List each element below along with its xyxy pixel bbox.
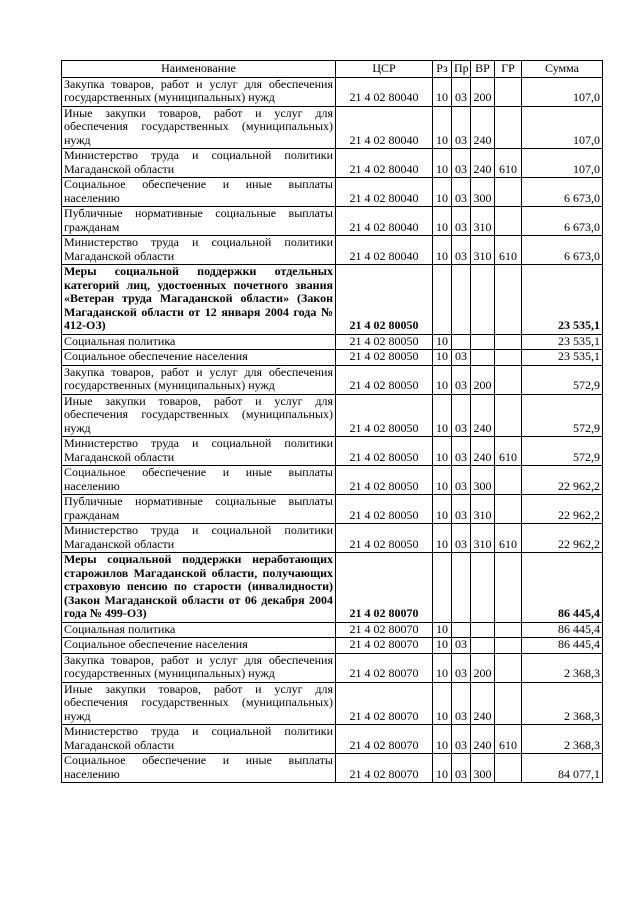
cell-name: Меры социальной поддержки отдельных категорий лиц, удостоенных почетного звания «Ветеран труда Магаданской области» (Закон Магаданской области от 12 января 2004 года № 412-ОЗ) [62, 265, 336, 335]
cell-pr: 03 [452, 77, 471, 106]
header-gr: ГР [495, 61, 522, 78]
table-row [62, 394, 603, 437]
cell-sum: 572,9 [522, 437, 603, 466]
cell-csr: 21 4 02 80040 [336, 106, 433, 149]
cell-gr: 610 [495, 236, 522, 265]
cell-gr [495, 754, 522, 783]
table-row [62, 682, 603, 725]
cell-sum: 84 077,1 [522, 754, 603, 783]
table-row [62, 553, 603, 623]
cell-vr: 240 [471, 437, 495, 466]
cell-sum: 2 368,3 [522, 725, 603, 754]
cell-gr [495, 265, 522, 335]
cell-name: Социальное обеспечение и иные выплаты населению [62, 466, 336, 495]
cell-rz [433, 553, 452, 623]
cell-pr: 03 [452, 350, 471, 366]
cell-sum: 23 535,1 [522, 350, 603, 366]
cell-rz: 10 [433, 77, 452, 106]
cell-pr: 03 [452, 236, 471, 265]
cell-gr [495, 495, 522, 524]
cell-gr [495, 207, 522, 236]
cell-vr: 300 [471, 466, 495, 495]
cell-vr: 310 [471, 495, 495, 524]
table-row [62, 725, 603, 754]
cell-csr: 21 4 02 80050 [336, 524, 433, 553]
table-row [62, 622, 603, 638]
cell-rz: 10 [433, 466, 452, 495]
cell-vr [471, 638, 495, 654]
cell-name: Министерство труда и социальной политики Магаданской области [62, 149, 336, 178]
cell-name: Иные закупки товаров, работ и услуг для обеспечения государственных (муниципальных) нужд [62, 682, 336, 725]
cell-name: Публичные нормативные социальные выплаты гражданам [62, 207, 336, 236]
cell-vr: 310 [471, 207, 495, 236]
cell-sum: 2 368,3 [522, 653, 603, 682]
cell-sum: 6 673,0 [522, 236, 603, 265]
cell-gr: 610 [495, 149, 522, 178]
table-row [62, 495, 603, 524]
cell-sum: 6 673,0 [522, 178, 603, 207]
header-sum: Сумма [522, 61, 603, 78]
cell-vr [471, 265, 495, 335]
cell-sum: 6 673,0 [522, 207, 603, 236]
cell-gr: 610 [495, 725, 522, 754]
cell-sum: 572,9 [522, 365, 603, 394]
cell-sum: 107,0 [522, 149, 603, 178]
cell-rz: 10 [433, 149, 452, 178]
cell-name: Министерство труда и социальной политики Магаданской области [62, 236, 336, 265]
table-row [62, 437, 603, 466]
cell-pr: 03 [452, 495, 471, 524]
cell-pr: 03 [452, 638, 471, 654]
cell-rz: 10 [433, 106, 452, 149]
cell-csr: 21 4 02 80040 [336, 149, 433, 178]
cell-pr: 03 [452, 754, 471, 783]
cell-sum: 23 535,1 [522, 334, 603, 350]
cell-gr [495, 365, 522, 394]
cell-pr: 03 [452, 149, 471, 178]
cell-csr: 21 4 02 80070 [336, 653, 433, 682]
cell-pr: 03 [452, 682, 471, 725]
cell-csr: 21 4 02 80070 [336, 682, 433, 725]
cell-csr: 21 4 02 80040 [336, 77, 433, 106]
cell-rz: 10 [433, 334, 452, 350]
cell-pr: 03 [452, 725, 471, 754]
header-pr: Пр [452, 61, 471, 78]
cell-vr: 310 [471, 524, 495, 553]
cell-csr: 21 4 02 80040 [336, 236, 433, 265]
cell-rz: 10 [433, 653, 452, 682]
cell-sum: 23 535,1 [522, 265, 603, 335]
cell-rz: 10 [433, 725, 452, 754]
cell-vr [471, 350, 495, 366]
cell-name: Социальное обеспечение и иные выплаты населению [62, 178, 336, 207]
cell-csr: 21 4 02 80070 [336, 725, 433, 754]
cell-name: Министерство труда и социальной политики Магаданской области [62, 725, 336, 754]
cell-rz [433, 265, 452, 335]
table-body [62, 77, 603, 783]
cell-name: Закупка товаров, работ и услуг для обеспечения государственных (муниципальных) нужд [62, 653, 336, 682]
table-row [62, 638, 603, 654]
cell-gr [495, 77, 522, 106]
cell-sum: 22 962,2 [522, 524, 603, 553]
cell-vr [471, 553, 495, 623]
cell-rz: 10 [433, 350, 452, 366]
cell-csr: 21 4 02 80050 [336, 365, 433, 394]
cell-name: Министерство труда и социальной политики Магаданской области [62, 437, 336, 466]
table-row [62, 653, 603, 682]
cell-name: Министерство труда и социальной политики Магаданской области [62, 524, 336, 553]
cell-rz: 10 [433, 754, 452, 783]
header-vr: ВР [471, 61, 495, 78]
cell-sum: 86 445,4 [522, 622, 603, 638]
table-row [62, 334, 603, 350]
cell-vr: 240 [471, 682, 495, 725]
table-row [62, 365, 603, 394]
cell-csr: 21 4 02 80070 [336, 754, 433, 783]
cell-rz: 10 [433, 236, 452, 265]
cell-gr [495, 622, 522, 638]
table-row [62, 265, 603, 335]
cell-rz: 10 [433, 638, 452, 654]
cell-csr: 21 4 02 80050 [336, 334, 433, 350]
cell-rz: 10 [433, 207, 452, 236]
budget-table [61, 60, 603, 783]
table-row [62, 149, 603, 178]
cell-vr: 300 [471, 178, 495, 207]
cell-pr [452, 265, 471, 335]
cell-gr [495, 653, 522, 682]
table-row [62, 466, 603, 495]
cell-rz: 10 [433, 682, 452, 725]
table-row [62, 178, 603, 207]
cell-pr: 03 [452, 207, 471, 236]
cell-name: Закупка товаров, работ и услуг для обеспечения государственных (муниципальных) нужд [62, 77, 336, 106]
table-row [62, 106, 603, 149]
cell-csr: 21 4 02 80050 [336, 495, 433, 524]
cell-csr: 21 4 02 80070 [336, 553, 433, 623]
cell-pr: 03 [452, 106, 471, 149]
cell-gr [495, 553, 522, 623]
cell-rz: 10 [433, 437, 452, 466]
cell-pr: 03 [452, 365, 471, 394]
cell-sum: 107,0 [522, 77, 603, 106]
cell-sum: 22 962,2 [522, 466, 603, 495]
cell-gr: 610 [495, 524, 522, 553]
cell-name: Иные закупки товаров, работ и услуг для обеспечения государственных (муниципальных) нужд [62, 106, 336, 149]
cell-pr [452, 334, 471, 350]
cell-name: Социальное обеспечение населения [62, 350, 336, 366]
cell-pr [452, 553, 471, 623]
table-header-row [62, 61, 603, 78]
cell-name: Публичные нормативные социальные выплаты гражданам [62, 495, 336, 524]
cell-vr: 200 [471, 653, 495, 682]
cell-csr: 21 4 02 80040 [336, 178, 433, 207]
cell-csr: 21 4 02 80040 [336, 207, 433, 236]
cell-rz: 10 [433, 178, 452, 207]
cell-pr: 03 [452, 394, 471, 437]
table-row [62, 524, 603, 553]
table-row [62, 207, 603, 236]
cell-vr: 310 [471, 236, 495, 265]
cell-sum: 86 445,4 [522, 553, 603, 623]
cell-csr: 21 4 02 80050 [336, 466, 433, 495]
cell-name: Социальная политика [62, 622, 336, 638]
cell-name: Социальное обеспечение и иные выплаты населению [62, 754, 336, 783]
table-row [62, 77, 603, 106]
cell-csr: 21 4 02 80050 [336, 394, 433, 437]
cell-pr [452, 622, 471, 638]
cell-gr [495, 350, 522, 366]
cell-sum: 572,9 [522, 394, 603, 437]
cell-gr [495, 394, 522, 437]
header-rz: Рз [433, 61, 452, 78]
cell-pr: 03 [452, 466, 471, 495]
cell-rz: 10 [433, 394, 452, 437]
cell-rz: 10 [433, 524, 452, 553]
table-row [62, 350, 603, 366]
cell-vr [471, 622, 495, 638]
cell-name: Социальное обеспечение населения [62, 638, 336, 654]
cell-name: Меры социальной поддержки неработающих старожилов Магаданской области, получающих страховую пенсию по старости (инвалидности) (Закон Магаданской области от 06 декабря 2004 года № 499-ОЗ) [62, 553, 336, 623]
cell-gr: 610 [495, 437, 522, 466]
cell-gr [495, 466, 522, 495]
cell-pr: 03 [452, 437, 471, 466]
cell-gr [495, 682, 522, 725]
cell-rz: 10 [433, 622, 452, 638]
cell-sum: 22 962,2 [522, 495, 603, 524]
cell-gr [495, 638, 522, 654]
cell-csr: 21 4 02 80050 [336, 265, 433, 335]
cell-csr: 21 4 02 80070 [336, 638, 433, 654]
cell-sum: 86 445,4 [522, 638, 603, 654]
cell-csr: 21 4 02 80050 [336, 350, 433, 366]
cell-gr [495, 178, 522, 207]
cell-name: Закупка товаров, работ и услуг для обеспечения государственных (муниципальных) нужд [62, 365, 336, 394]
cell-rz: 10 [433, 365, 452, 394]
cell-vr: 200 [471, 365, 495, 394]
cell-csr: 21 4 02 80050 [336, 437, 433, 466]
header-csr: ЦСР [336, 61, 433, 78]
cell-vr: 240 [471, 149, 495, 178]
cell-vr: 240 [471, 725, 495, 754]
cell-pr: 03 [452, 653, 471, 682]
table-row [62, 754, 603, 783]
cell-sum: 2 368,3 [522, 682, 603, 725]
cell-rz: 10 [433, 495, 452, 524]
cell-vr: 240 [471, 394, 495, 437]
cell-gr [495, 106, 522, 149]
cell-gr [495, 334, 522, 350]
cell-csr: 21 4 02 80070 [336, 622, 433, 638]
cell-sum: 107,0 [522, 106, 603, 149]
table-row [62, 236, 603, 265]
cell-name: Социальная политика [62, 334, 336, 350]
cell-name: Иные закупки товаров, работ и услуг для обеспечения государственных (муниципальных) нужд [62, 394, 336, 437]
header-name: Наименование [62, 61, 336, 78]
cell-vr [471, 334, 495, 350]
cell-vr: 200 [471, 77, 495, 106]
cell-vr: 240 [471, 106, 495, 149]
cell-pr: 03 [452, 178, 471, 207]
cell-pr: 03 [452, 524, 471, 553]
cell-vr: 300 [471, 754, 495, 783]
